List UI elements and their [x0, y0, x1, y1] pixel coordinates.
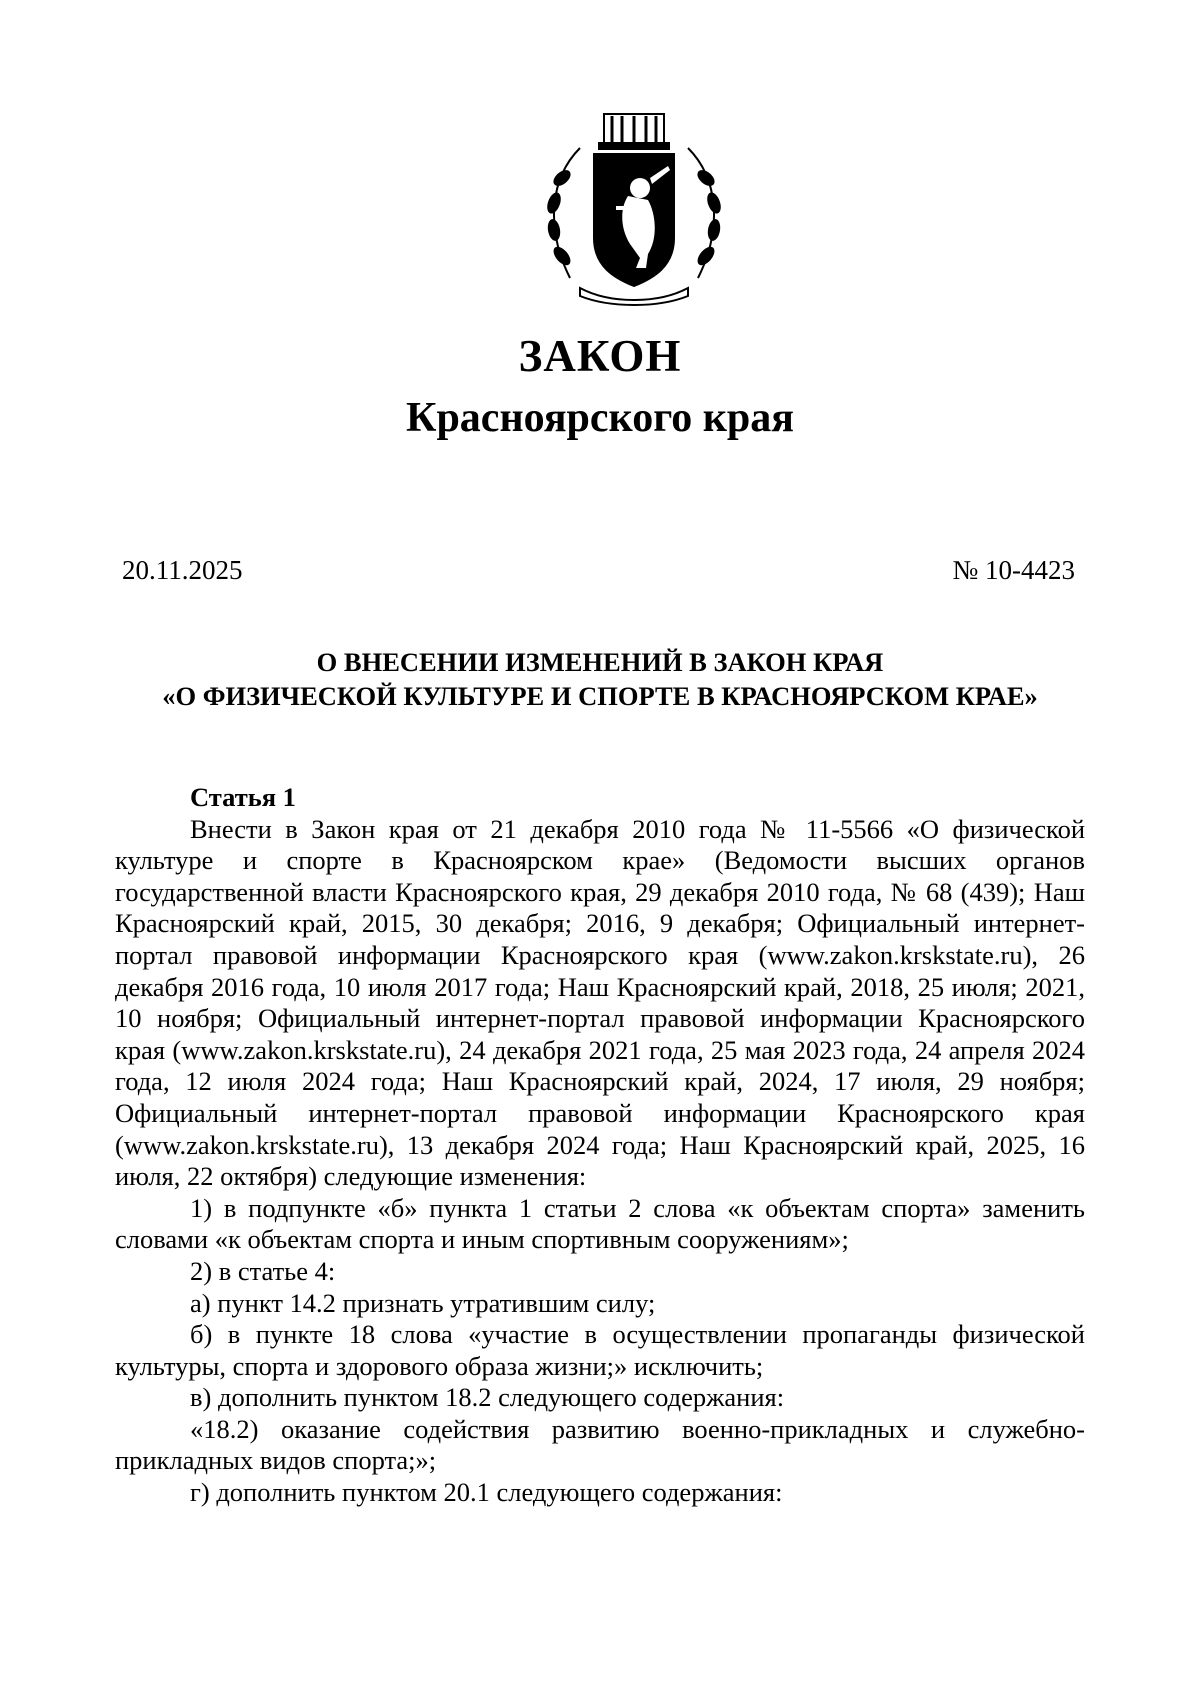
law-number: № 10-4423 — [952, 555, 1075, 585]
subject-line-2: «О ФИЗИЧЕСКОЙ КУЛЬТУРЕ И СПОРТЕ В КРАСНОЯРСКОМ КРАЕ» — [162, 681, 1038, 711]
law-heading: ЗАКОН — [518, 331, 682, 381]
paragraph: б) в пункте 18 слова «участие в осуществлении пропаганды физической культуры, спорта и здорового образа жизни;» исключить; — [115, 1319, 1085, 1381]
paragraph: а) пункт 14.2 признать утратившим силу; — [190, 1287, 656, 1318]
paragraph: «18.2) оказание содействия развитию военно-прикладных и служебно-прикладных видов спорта;»; — [115, 1413, 1085, 1476]
paragraph: в) дополнить пунктом 18.2 следующего содержания: — [190, 1382, 785, 1413]
subject-line-1: О ВНЕСЕНИИ ИЗМЕНЕНИЙ В ЗАКОН КРАЯ — [316, 647, 884, 677]
paragraph: 1) в подпункте «б» пункта 1 статьи 2 слова «к объектам спорта» заменить словами «к объектам спорта и иным спортивным сооружениям»; — [115, 1192, 1085, 1255]
paragraph: г) дополнить пунктом 20.1 следующего содержания: — [190, 1477, 783, 1508]
paragraph: 2) в статье 4: — [190, 1255, 336, 1286]
law-subject — [0, 645, 1200, 713]
article-body — [115, 782, 1085, 1509]
adoption-date: 20.11.2025 — [122, 555, 243, 585]
coat-of-arms-emblem — [540, 108, 728, 308]
region-heading: Красноярского края — [405, 395, 795, 441]
article-title: Статья 1 — [190, 782, 296, 812]
paragraph: Внести в Закон края от 21 декабря 2010 года № 11-5566 «О физической культуре и спорте в Красноярском крае» (Ведомости высших органов государственной власти Красноярского края, 29 декабря 2010 года, № 68 (439); Наш Красноярский край, 2015, 30 декабря; 2016, 9 декабря; Официальный интернет-портал правовой информации Красноярского края (www.zakon.krskstate.ru), 26 декабря 2016 года, 10 июля 2017 года; Наш Красноярский край, 2018, 25 июля; 2021, 10 ноября; Официальный интернет-портал правовой информации Красноярского края (www.zakon.krskstate.ru), 24 декабря 2021 года, 25 мая 2023 года, 24 апреля 2024 года, 12 июля 2024 года; Наш Красноярский край, 2024, 17 июля, 29 ноября; Официальный интернет-портал правовой информации Красноярского края (www.zakon.krskstate.ru), 13 декабря 2024 года; Наш Красноярский край, 2025, 16 июля, 22 октября) следующие изменения: — [115, 813, 1085, 1192]
